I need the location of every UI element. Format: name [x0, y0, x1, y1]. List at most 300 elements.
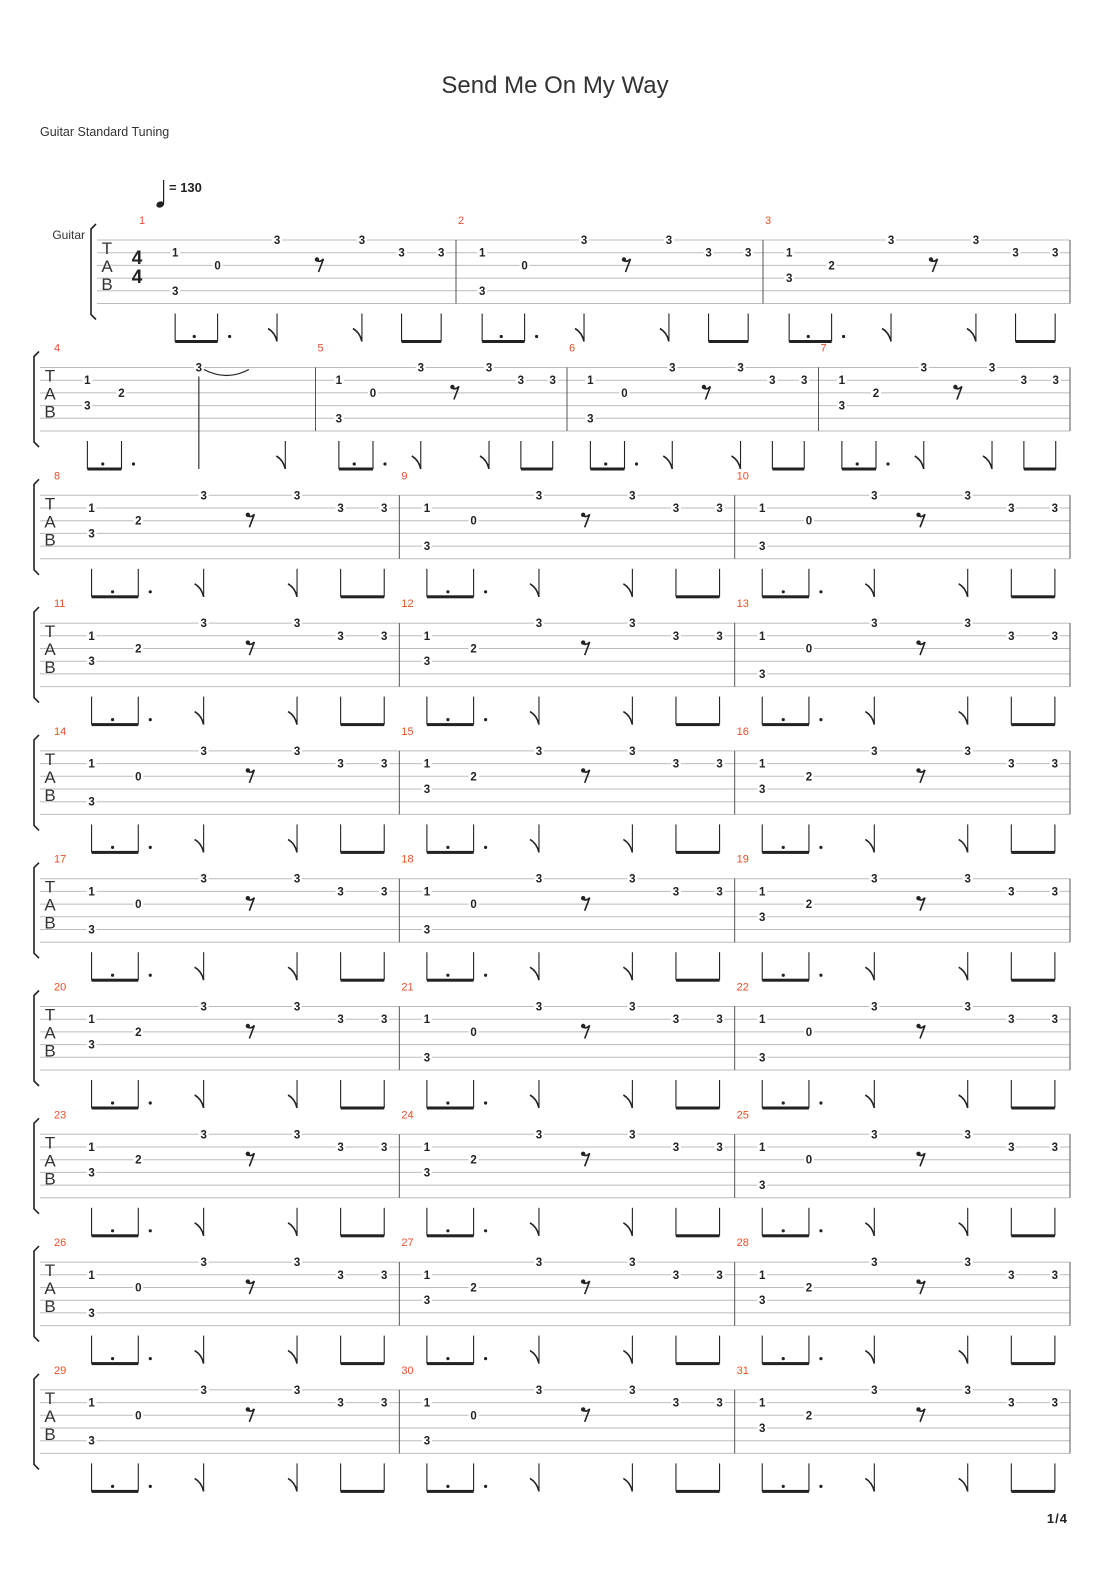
measure-number: 25 [736, 1109, 749, 1122]
fret-number: 3 [629, 745, 636, 758]
fret-number: 1 [838, 375, 846, 388]
tab-system [52, 215, 1070, 343]
fret-number: 3 [293, 1129, 301, 1142]
eighth-rest-dot [916, 640, 920, 644]
dotted-note-dot [149, 1357, 152, 1360]
fret-number: 3 [478, 285, 486, 298]
measure [456, 215, 753, 343]
fret-number: 3 [200, 1001, 207, 1014]
fret-number: 3 [200, 1257, 207, 1270]
fret-number: 2 [135, 1154, 142, 1167]
dotted-note-dot [782, 846, 785, 849]
tab-clef-t: T [44, 1261, 56, 1281]
note-beam [676, 723, 720, 726]
note-beam [676, 1234, 720, 1237]
fret-number: 3 [273, 235, 281, 247]
eighth-flag-icon [967, 329, 976, 342]
fret-number: 1 [88, 630, 95, 643]
tab-clef-a: A [44, 512, 56, 532]
fret-number: 3 [535, 873, 543, 886]
fret-number: 1 [88, 503, 95, 515]
eighth-flag-icon [959, 967, 968, 980]
time-signature-top: 4 [131, 248, 143, 269]
fret-number: 3 [672, 758, 680, 771]
measure-number: 3 [765, 215, 772, 227]
fret-number: 1 [423, 630, 431, 643]
fret-number: 3 [587, 413, 594, 426]
note-beam [92, 851, 139, 854]
eighth-rest-dot [246, 1152, 250, 1156]
fret-number: 2 [828, 260, 835, 273]
eighth-rest-dot [246, 640, 250, 644]
note-beam [341, 1234, 385, 1237]
fret-number: 3 [716, 1014, 723, 1027]
eighth-rest-dot [246, 1024, 250, 1028]
eighth-rest-dot [916, 1407, 920, 1411]
fret-number: 1 [84, 375, 91, 388]
dotted-note-dot [484, 846, 487, 849]
fret-number: 3 [964, 618, 971, 631]
fret-number: 3 [398, 247, 405, 260]
dotted-note-dot [446, 1229, 449, 1232]
fret-number: 3 [672, 630, 680, 643]
tab-clef-a: A [44, 767, 56, 787]
fret-number: 3 [200, 618, 207, 631]
eighth-flag-icon [865, 712, 874, 725]
fret-number: 0 [470, 515, 477, 528]
dotted-note-dot [446, 1101, 449, 1104]
note-beam [842, 468, 876, 471]
eighth-flag-icon [480, 456, 489, 469]
fret-number: 3 [759, 784, 766, 796]
fret-number: 3 [871, 1129, 878, 1142]
fret-number: 3 [629, 618, 636, 631]
fret-number: 0 [805, 1154, 813, 1167]
eighth-rest-dot [581, 513, 585, 517]
note-beam [427, 851, 474, 854]
fret-number: 3 [1012, 247, 1019, 260]
fret-number: 3 [1051, 886, 1059, 899]
eighth-rest-dot [581, 1152, 585, 1156]
dotted-note-dot [782, 1485, 785, 1488]
fret-number: 3 [964, 873, 971, 886]
tab-clef-t: T [44, 1388, 56, 1408]
fret-number: 3 [629, 873, 636, 886]
note-beam [175, 340, 217, 343]
fret-number: 3 [964, 1129, 971, 1142]
fret-number: 1 [88, 1397, 95, 1410]
eighth-flag-icon [195, 1478, 204, 1491]
dotted-note-dot [193, 335, 196, 338]
fret-number: 3 [535, 490, 543, 503]
dotted-note-dot [886, 462, 889, 465]
measure [316, 343, 558, 471]
fret-number: 3 [716, 758, 723, 771]
fret-number: 3 [423, 1435, 431, 1448]
fret-number: 1 [423, 886, 431, 899]
dotted-note-dot [782, 590, 785, 593]
fret-number: 1 [478, 247, 486, 260]
eighth-rest-dot [246, 1407, 250, 1411]
page-number: 1/4 [1046, 1511, 1068, 1526]
eighth-rest-dot [581, 1407, 585, 1411]
fret-number: 0 [135, 1282, 142, 1295]
tab-clef-a: A [44, 1023, 56, 1043]
measure [735, 726, 1060, 854]
dotted-note-dot [782, 1101, 785, 1104]
eighth-rest-dot [916, 896, 920, 900]
measure-number: 13 [736, 598, 749, 611]
fret-number: 1 [423, 758, 431, 771]
fret-number: 3 [988, 362, 996, 375]
measure [735, 1237, 1060, 1365]
fret-number: 3 [871, 1257, 878, 1270]
fret-number: 3 [629, 1001, 636, 1014]
fret-number: 3 [1051, 247, 1059, 260]
measure-number: 22 [736, 981, 749, 994]
tab-clef-a: A [44, 640, 56, 660]
eighth-flag-icon [288, 1095, 297, 1108]
tab-clef-t: T [44, 877, 56, 897]
note-beam [427, 1234, 474, 1237]
fret-number: 3 [737, 362, 744, 375]
tab-clef-b: B [44, 913, 56, 933]
fret-number: 3 [293, 490, 301, 503]
measure-number: 26 [54, 1237, 67, 1250]
tab-clef-b: B [101, 275, 113, 294]
measure [735, 1365, 1060, 1493]
fret-number: 3 [549, 375, 556, 388]
measure [567, 343, 809, 471]
fret-number: 3 [200, 490, 207, 503]
dotted-note-dot [228, 335, 231, 338]
measure-number: 28 [736, 1237, 749, 1250]
system-brace [34, 479, 39, 575]
dotted-note-dot [807, 335, 810, 338]
tab-clef-b: B [44, 658, 56, 678]
tab-clef-b: B [44, 1041, 56, 1061]
tie-arc [204, 370, 249, 376]
fret-number: 1 [335, 375, 343, 388]
fret-number: 3 [759, 911, 766, 924]
fret-number: 3 [335, 413, 343, 426]
note-beam [92, 1490, 139, 1493]
fret-number: 0 [214, 260, 221, 273]
note-beam [1024, 468, 1056, 471]
fret-number: 3 [1051, 1014, 1059, 1027]
eighth-flag-icon [276, 456, 285, 469]
eighth-flag-icon [530, 839, 539, 852]
fret-number: 3 [423, 1052, 431, 1065]
measure-number: 29 [54, 1364, 67, 1377]
dotted-note-dot [484, 1485, 487, 1488]
tab-system [34, 982, 1070, 1110]
fret-number: 3 [535, 745, 543, 758]
eighth-flag-icon [959, 1351, 968, 1364]
note-beam [1011, 851, 1055, 854]
measure-number: 6 [569, 342, 576, 355]
fret-number: 3 [629, 1129, 636, 1142]
measure [399, 1237, 724, 1365]
fret-number: 3 [629, 490, 636, 503]
fret-number: 3 [1051, 1142, 1059, 1154]
fret-number: 3 [871, 745, 878, 758]
fret-number: 3 [517, 375, 525, 388]
measure-number: 1 [139, 215, 146, 227]
fret-number: 0 [521, 260, 528, 273]
eighth-flag-icon [959, 712, 968, 725]
eighth-flag-icon [530, 1095, 539, 1108]
fret-number: 3 [1008, 1397, 1015, 1410]
eighth-flag-icon [663, 456, 672, 469]
system-brace [34, 1374, 39, 1470]
instrument-label: Guitar [52, 228, 85, 242]
fret-number: 1 [88, 886, 95, 899]
dotted-note-dot [484, 590, 487, 593]
dotted-note-dot [484, 1101, 487, 1104]
eighth-flag-icon [959, 584, 968, 597]
fret-number: 0 [369, 387, 377, 400]
measure [399, 982, 724, 1110]
tab-system [34, 726, 1070, 854]
tab-clef-a: A [101, 257, 113, 276]
fret-number: 3 [381, 630, 388, 643]
note-beam [427, 1107, 474, 1110]
fret-number: 3 [672, 1014, 680, 1027]
fret-number: 3 [871, 490, 878, 503]
fret-number: 3 [381, 758, 388, 771]
note-beam [762, 595, 809, 598]
fret-number: 3 [337, 886, 344, 899]
fret-number: 1 [759, 886, 766, 899]
fret-number: 3 [535, 1257, 543, 1270]
tab-clef-t: T [44, 1005, 56, 1025]
fret-number: 0 [135, 899, 142, 912]
note-beam [1011, 1234, 1055, 1237]
fret-number: 3 [1008, 1142, 1015, 1154]
fret-number: 0 [621, 387, 628, 400]
fret-number: 1 [423, 1397, 431, 1410]
measure [54, 1109, 389, 1237]
tab-clef-b: B [44, 1297, 56, 1317]
fret-number: 0 [135, 1410, 142, 1423]
fret-number: 1 [759, 758, 766, 771]
fret-number: 3 [535, 1001, 543, 1014]
fret-number: 0 [470, 1410, 477, 1423]
dotted-note-dot [819, 974, 822, 977]
note-beam [341, 1107, 385, 1110]
fret-number: 3 [1051, 1269, 1059, 1282]
fret-number: 3 [801, 375, 808, 388]
note-beam [762, 1362, 809, 1365]
eighth-flag-icon [623, 712, 632, 725]
measure [399, 854, 724, 982]
dotted-note-dot [484, 974, 487, 977]
dotted-note-dot [149, 1101, 152, 1104]
fret-number: 3 [716, 1142, 723, 1154]
note-beam [709, 340, 749, 343]
note-beam [92, 595, 139, 598]
eighth-flag-icon [288, 1351, 297, 1364]
tab-system [34, 1237, 1070, 1365]
fret-number: 3 [759, 1052, 766, 1065]
fret-number: 3 [535, 1384, 543, 1397]
eighth-flag-icon [865, 967, 874, 980]
fret-number: 3 [88, 656, 95, 669]
dotted-note-dot [635, 462, 638, 465]
note-beam [762, 979, 809, 982]
measure-number: 7 [820, 342, 827, 355]
fret-number: 3 [759, 1423, 766, 1435]
fret-number: 3 [1008, 503, 1015, 515]
fret-number: 3 [358, 235, 366, 247]
fret-number: 3 [88, 1307, 95, 1320]
tab-clef-a: A [44, 1151, 56, 1171]
dotted-note-dot [149, 1229, 152, 1232]
fret-number: 3 [293, 618, 301, 631]
fret-number: 2 [135, 1026, 142, 1039]
fret-number: 3 [871, 618, 878, 631]
eighth-flag-icon [623, 1095, 632, 1108]
eighth-flag-icon [530, 967, 539, 980]
note-beam [87, 468, 121, 471]
tab-clef-b: B [44, 785, 56, 805]
eighth-flag-icon [660, 329, 669, 342]
eighth-rest-dot [953, 385, 957, 389]
fret-number: 3 [769, 375, 776, 388]
dotted-note-dot [149, 1485, 152, 1488]
measure [399, 598, 724, 726]
fret-number: 1 [88, 1269, 95, 1282]
tab-clef-t: T [44, 622, 56, 642]
measure-number: 4 [54, 342, 61, 355]
note-beam [341, 1362, 385, 1365]
eighth-rest-dot [916, 1024, 920, 1028]
dotted-note-dot [101, 462, 104, 465]
eighth-flag-icon [268, 329, 277, 342]
eighth-flag-icon [623, 584, 632, 597]
fret-number: 3 [972, 235, 980, 247]
fret-number: 3 [580, 235, 588, 247]
measure-number: 18 [401, 853, 414, 866]
measure [763, 215, 1060, 343]
note-beam [762, 1490, 809, 1493]
system-brace [34, 352, 39, 448]
note-beam [482, 340, 524, 343]
note-beam [676, 595, 720, 598]
fret-number: 3 [672, 1142, 680, 1154]
dotted-note-dot [111, 1229, 114, 1232]
dotted-note-dot [446, 1357, 449, 1360]
measure [54, 982, 389, 1110]
fret-number: 2 [470, 643, 477, 656]
measure [399, 1365, 724, 1493]
eighth-rest-dot [916, 768, 920, 772]
eighth-flag-icon [288, 967, 297, 980]
system-brace [34, 607, 39, 703]
measure-number: 31 [736, 1364, 749, 1377]
tab-clef-b: B [44, 530, 56, 550]
fret-number: 1 [88, 758, 95, 771]
eighth-flag-icon [530, 584, 539, 597]
eighth-rest-dot [702, 385, 706, 389]
dotted-note-dot [819, 1357, 822, 1360]
note-beam [427, 1362, 474, 1365]
fret-number: 1 [423, 1014, 431, 1027]
eighth-flag-icon [288, 712, 297, 725]
fret-number: 3 [964, 1257, 971, 1270]
fret-number: 3 [716, 630, 723, 643]
eighth-rest-dot [581, 896, 585, 900]
dotted-note-dot [132, 462, 135, 465]
system-brace [34, 735, 39, 831]
note-beam [676, 979, 720, 982]
fret-number: 3 [381, 1269, 388, 1282]
tab-clef-t: T [44, 749, 56, 769]
fret-number: 3 [200, 1129, 207, 1142]
measure-number: 14 [54, 725, 67, 738]
fret-number: 2 [470, 1154, 477, 1167]
note-beam [427, 979, 474, 982]
measure-number: 11 [54, 598, 66, 611]
eighth-rest-dot [916, 1152, 920, 1156]
fret-number: 3 [716, 1269, 723, 1282]
note-beam [1011, 595, 1055, 598]
fret-number: 3 [485, 362, 493, 375]
note-beam [341, 723, 385, 726]
eighth-flag-icon [959, 1223, 968, 1236]
eighth-flag-icon [530, 1478, 539, 1491]
eighth-flag-icon [623, 967, 632, 980]
eighth-flag-icon [195, 1351, 204, 1364]
note-beam [676, 851, 720, 854]
eighth-rest-dot [246, 1279, 250, 1283]
eighth-rest-dot [315, 257, 319, 261]
fret-number: 3 [381, 1014, 388, 1027]
measure-number: 21 [401, 981, 414, 994]
dotted-note-dot [446, 718, 449, 721]
fret-number: 3 [1008, 630, 1015, 643]
dotted-note-dot [782, 1357, 785, 1360]
eighth-flag-icon [865, 1223, 874, 1236]
fret-number: 1 [171, 247, 179, 260]
fret-number: 3 [423, 784, 431, 796]
measure-number: 30 [401, 1364, 414, 1377]
note-beam [762, 1234, 809, 1237]
eighth-flag-icon [915, 456, 924, 469]
fret-number: 1 [88, 1142, 95, 1154]
fret-number: 3 [423, 1295, 431, 1308]
measure [735, 1109, 1060, 1237]
dotted-note-dot [819, 590, 822, 593]
dotted-note-dot [111, 846, 114, 849]
dotted-note-dot [111, 718, 114, 721]
system-brace [34, 1246, 39, 1342]
eighth-flag-icon [195, 584, 204, 597]
fret-number: 3 [759, 668, 766, 681]
measure-number: 8 [54, 470, 61, 483]
eighth-flag-icon [623, 1478, 632, 1491]
song-title: Send Me On My Way [441, 72, 669, 99]
fret-number: 1 [587, 375, 594, 388]
fret-number: 3 [195, 362, 203, 375]
system-brace [34, 863, 39, 959]
eighth-flag-icon [530, 1351, 539, 1364]
note-beam [402, 340, 442, 343]
eighth-flag-icon [288, 1223, 297, 1236]
fret-number: 2 [805, 1410, 813, 1423]
dotted-note-dot [446, 1485, 449, 1488]
